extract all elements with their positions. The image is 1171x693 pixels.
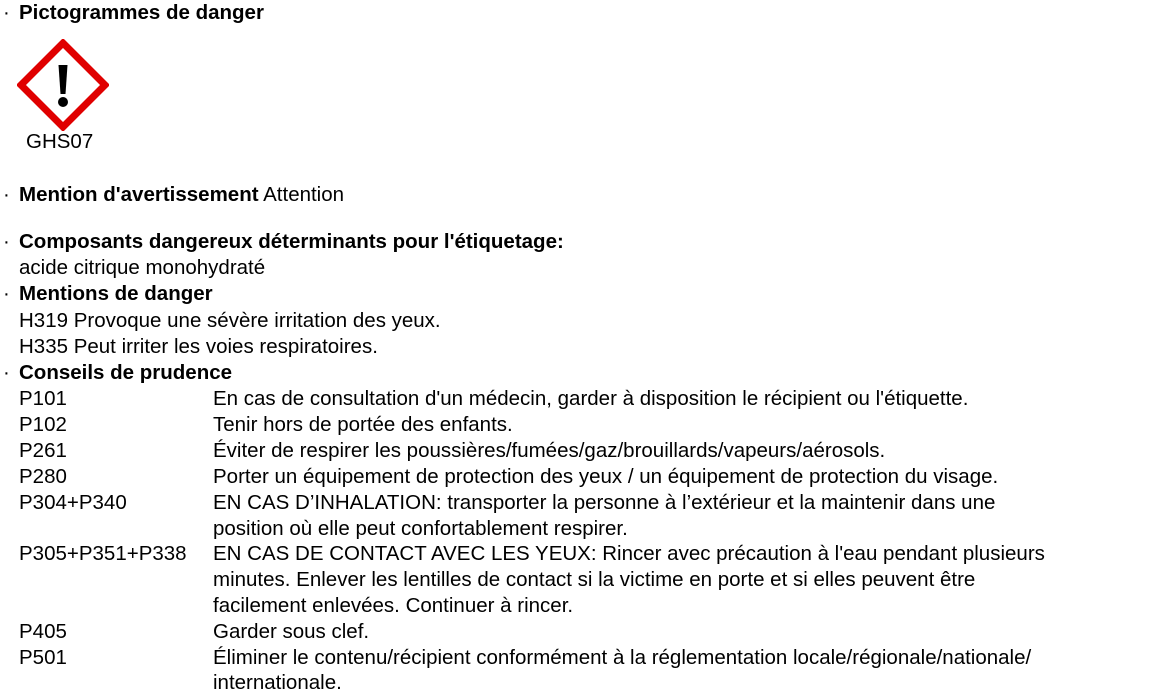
precaution-code: P405 bbox=[19, 620, 67, 643]
signal-word-label: Mention d'avertissement bbox=[19, 183, 259, 206]
bullet-dot: · bbox=[3, 282, 10, 305]
precautionary-statements-heading: Conseils de prudence bbox=[19, 361, 233, 384]
hazard-statement: H319 Provoque une sévère irritation des yeux. bbox=[19, 309, 441, 332]
precaution-text: EN CAS DE CONTACT AVEC LES YEUX: Rincer avec précaution à l'eau pendant plusieurs bbox=[213, 542, 1045, 565]
bullet-dot: · bbox=[3, 183, 10, 206]
precaution-text: minutes. Enlever les lentilles de contact si la victime en porte et si elles peuvent être bbox=[213, 568, 976, 591]
pictograms-heading: Pictogrammes de danger bbox=[19, 1, 264, 24]
ghs-code: GHS07 bbox=[26, 130, 94, 153]
bullet-dot: · bbox=[3, 361, 10, 384]
precaution-text: internationale. bbox=[213, 671, 342, 693]
precaution-text: Éliminer le contenu/récipient conformément à la réglementation locale/régionale/nationale/ bbox=[213, 646, 1032, 669]
components-value: acide citrique monohydraté bbox=[19, 256, 266, 279]
precaution-text: Éviter de respirer les poussières/fumées/gaz/brouillards/vapeurs/aérosols. bbox=[213, 439, 886, 462]
precaution-code: P101 bbox=[19, 387, 67, 410]
precaution-code: P501 bbox=[19, 646, 67, 669]
precaution-code: P305+P351+P338 bbox=[19, 542, 187, 565]
precaution-text: EN CAS D’INHALATION: transporter la personne à l’extérieur et la maintenir dans une bbox=[213, 491, 996, 514]
precaution-text: En cas de consultation d'un médecin, garder à disposition le récipient ou l'étiquette. bbox=[213, 387, 969, 410]
precaution-code: P304+P340 bbox=[19, 491, 127, 514]
hazard-statement: H335 Peut irriter les voies respiratoires. bbox=[19, 335, 378, 358]
precaution-code: P280 bbox=[19, 465, 67, 488]
signal-word-line bbox=[19, 182, 344, 208]
signal-word-value: Attention bbox=[263, 183, 345, 206]
components-heading: Composants dangereux déterminants pour l'étiquetage: bbox=[19, 230, 564, 253]
bullet-dot: · bbox=[3, 230, 10, 253]
precaution-text: Garder sous clef. bbox=[213, 620, 370, 643]
precaution-text: Tenir hors de portée des enfants. bbox=[213, 413, 513, 436]
precaution-code: P261 bbox=[19, 439, 67, 462]
hazard-statements-heading: Mentions de danger bbox=[19, 282, 213, 305]
precaution-code: P102 bbox=[19, 413, 67, 436]
precaution-text: facilement enlevées. Continuer à rincer. bbox=[213, 594, 574, 617]
exclamation-mark-diamond-icon bbox=[17, 39, 109, 131]
precaution-text: Porter un équipement de protection des yeux / un équipement de protection du visage. bbox=[213, 465, 999, 488]
precaution-text: position où elle peut confortablement respirer. bbox=[213, 517, 628, 540]
bullet-dot: · bbox=[3, 1, 10, 24]
